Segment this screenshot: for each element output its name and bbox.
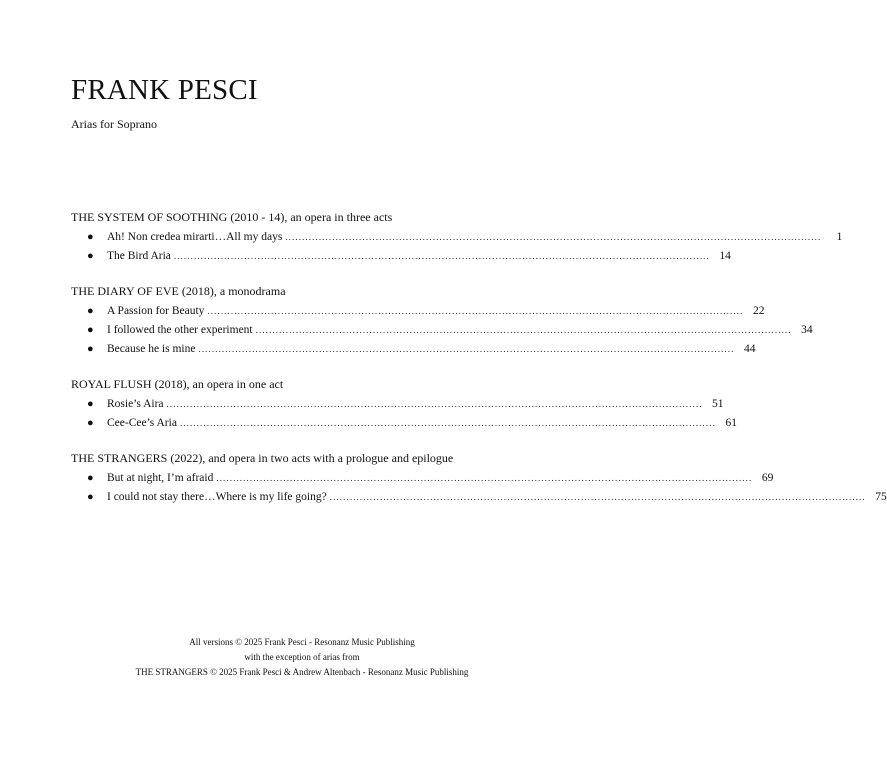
page-number: 34 <box>801 324 813 336</box>
page-number: 75 <box>875 491 887 503</box>
page-number: 69 <box>761 472 774 484</box>
aria-title: I could not stay there…Where is my life going? <box>107 491 327 503</box>
work-section <box>71 376 737 433</box>
copyright-line: All versions © 2025 Frank Pesci - Resonanz Music Publishing <box>189 637 415 647</box>
toc-entry[interactable] <box>71 228 843 247</box>
aria-title: Because he is mine <box>107 343 196 355</box>
page-number: 22 <box>752 305 765 317</box>
page-number: 1 <box>836 231 843 243</box>
bullet-icon: ● <box>87 231 94 243</box>
page-number: 51 <box>712 398 724 410</box>
dot-leader: ................................................................................................................................................................ <box>216 473 753 483</box>
page-number: 61 <box>725 417 737 429</box>
bullet-icon: ● <box>87 417 94 429</box>
dot-leader: ................................................................................................................................................................ <box>285 232 822 242</box>
work-section <box>71 450 887 507</box>
dot-leader: ................................................................................................................................................................ <box>166 399 703 409</box>
page-number: 44 <box>743 343 756 355</box>
toc-entry[interactable] <box>71 488 887 507</box>
dot-leader: ................................................................................................................................................................ <box>255 325 792 335</box>
toc-entry[interactable] <box>71 302 765 321</box>
bullet-icon: ● <box>87 250 94 262</box>
copyright-footer <box>0 635 604 680</box>
work-title: ROYAL FLUSH (2018), an opera in one act <box>71 377 284 391</box>
aria-title: Ah! Non credea mirarti…All my days <box>107 231 283 243</box>
aria-title: The Bird Aria <box>107 250 171 262</box>
copyright-line: with the exception of arias from <box>244 652 360 662</box>
copyright-line: THE STRANGERS © 2025 Frank Pesci & Andrew Altenbach - Resonanz Music Publishing <box>135 667 469 677</box>
work-title: THE DIARY OF EVE (2018), a monodrama <box>71 284 286 298</box>
bullet-icon: ● <box>87 343 94 355</box>
aria-title: Rosie’s Aira <box>107 398 164 410</box>
aria-title: I followed the other experiment <box>107 324 253 336</box>
dot-leader: ................................................................................................................................................................ <box>179 418 716 428</box>
toc-entry[interactable] <box>71 247 731 266</box>
work-title: THE SYSTEM OF SOOTHING (2010 - 14), an opera in three acts <box>71 210 393 224</box>
page-number: 14 <box>719 250 731 262</box>
bullet-icon: ● <box>87 324 94 336</box>
composer-name: FRANK PESCI <box>71 74 258 106</box>
dot-leader: ................................................................................................................................................................ <box>198 344 735 354</box>
work-section <box>71 283 813 359</box>
aria-title: But at night, I’m afraid <box>107 472 214 484</box>
bullet-icon: ● <box>87 491 94 503</box>
toc-entry[interactable] <box>71 395 724 414</box>
collection-subtitle: Arias for Soprano <box>71 117 157 131</box>
aria-title: A Passion for Beauty <box>107 305 205 317</box>
aria-title: Cee-Cee’s Aria <box>107 417 177 429</box>
toc-entry[interactable] <box>71 340 756 359</box>
toc-entry[interactable] <box>71 321 813 340</box>
dot-leader: ................................................................................................................................................................ <box>329 492 866 502</box>
dot-leader: ................................................................................................................................................................ <box>173 251 710 261</box>
toc-entry[interactable] <box>71 414 737 433</box>
bullet-icon: ● <box>87 472 94 484</box>
bullet-icon: ● <box>87 398 94 410</box>
dot-leader: ................................................................................................................................................................ <box>207 306 744 316</box>
work-title: THE STRANGERS (2022), and opera in two acts with a prologue and epilogue <box>71 451 454 465</box>
bullet-icon: ● <box>87 305 94 317</box>
toc-entry[interactable] <box>71 469 774 488</box>
table-of-contents <box>71 209 887 524</box>
work-section <box>71 209 843 266</box>
